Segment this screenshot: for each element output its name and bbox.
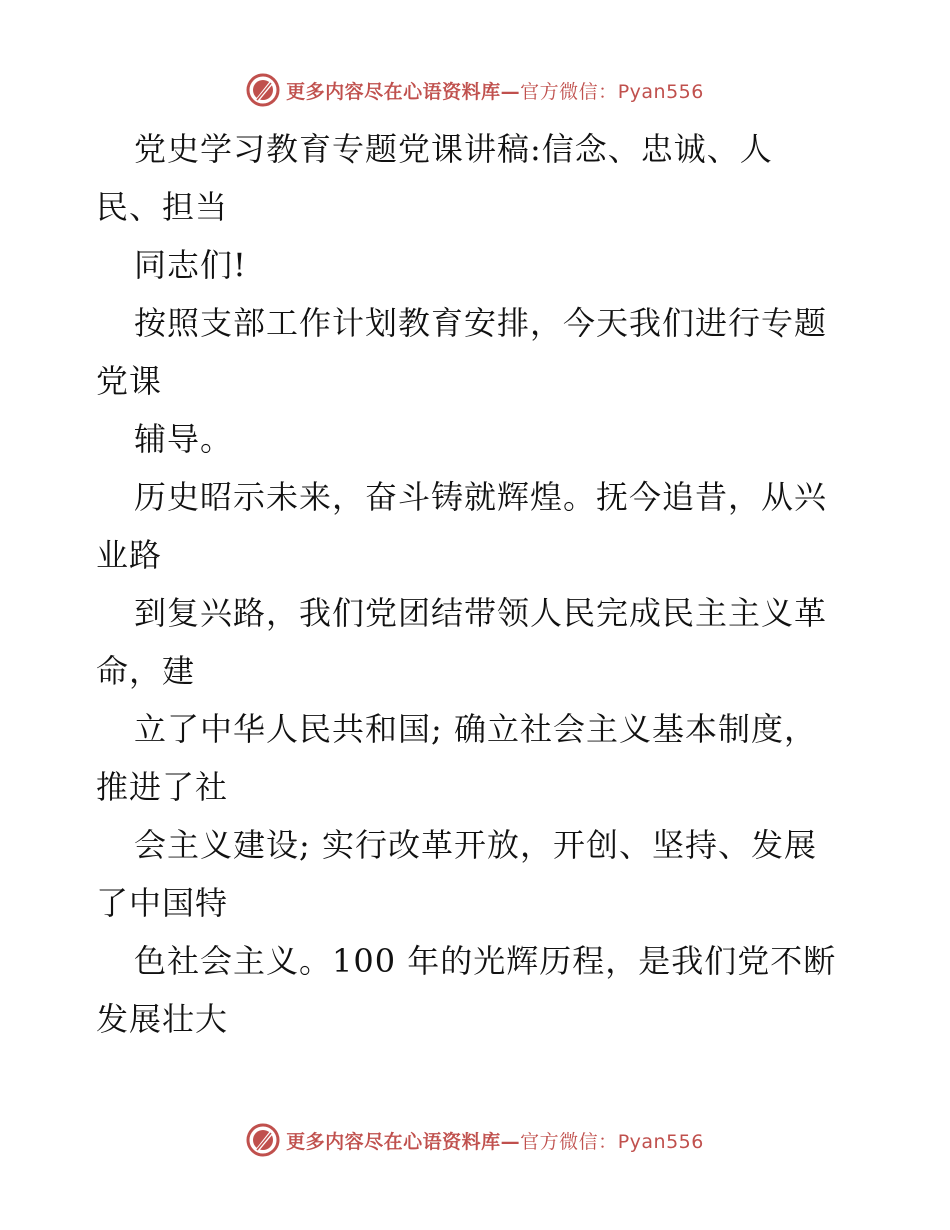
- quill-logo-icon: [246, 73, 280, 107]
- banner-wechat-id: Pyan556: [617, 80, 704, 103]
- quill-logo-icon: [246, 1123, 280, 1157]
- document-body: [96, 120, 866, 1048]
- banner-separator: —: [500, 1130, 521, 1153]
- text-line: 党课: [96, 362, 163, 400]
- text-line: 到复兴路，我们党团结带领人民完成民主主义革: [134, 594, 828, 632]
- banner-text: [286, 1127, 704, 1154]
- text-line: 会主义建设; 实行改革开放，开创、坚持、发展: [134, 826, 817, 864]
- text-line: 发展壮大: [96, 1000, 229, 1038]
- footer-banner: [0, 1120, 950, 1160]
- banner-wechat-label: 官方微信：: [520, 1130, 618, 1153]
- text-line: 命，建: [96, 652, 196, 690]
- text-line: 推进了社: [96, 768, 229, 806]
- text-line: 业路: [96, 536, 163, 574]
- text-line: 党史学习教育专题党课讲稿:信念、忠诚、人: [134, 130, 773, 168]
- header-banner: [0, 70, 950, 110]
- text-line: 同志们!: [134, 246, 247, 284]
- banner-slogan: 更多内容尽在心语资料库: [286, 1130, 501, 1153]
- banner-text: [286, 77, 704, 104]
- text-line: 立了中华人民共和国; 确立社会主义基本制度，: [134, 710, 817, 748]
- text-line: 民、担当: [96, 188, 229, 226]
- text-line: 历史昭示未来，奋斗铸就辉煌。抚今追昔，从兴: [134, 478, 828, 516]
- text-line: 辅导。: [134, 420, 234, 458]
- text-line: 按照支部工作计划教育安排，今天我们进行专题: [134, 304, 828, 342]
- text-line: 色社会主义。100 年的光辉历程，是我们党不断: [134, 942, 837, 980]
- banner-wechat-id: Pyan556: [617, 1130, 704, 1153]
- text-line: 了中国特: [96, 884, 229, 922]
- banner-separator: —: [500, 80, 521, 103]
- banner-slogan: 更多内容尽在心语资料库: [286, 80, 501, 103]
- banner-wechat-label: 官方微信：: [520, 80, 618, 103]
